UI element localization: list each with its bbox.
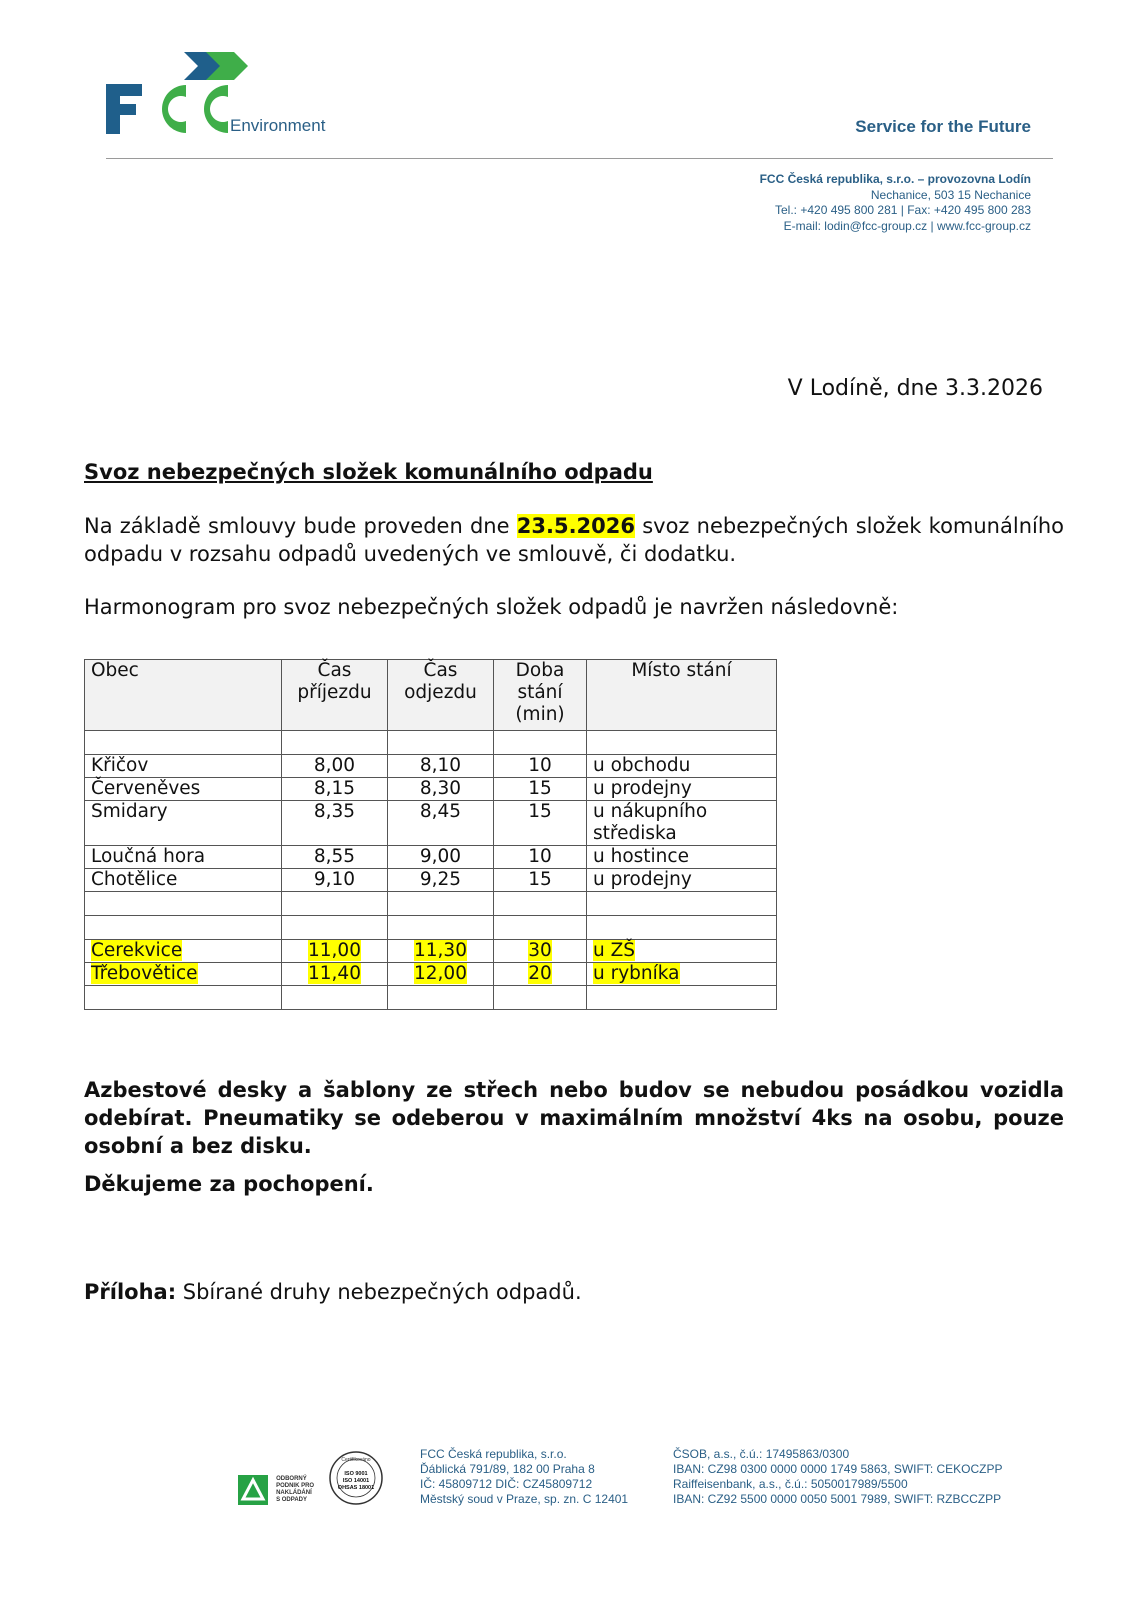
header-divider (106, 158, 1053, 159)
cell-obec: Červeněves (85, 778, 282, 801)
badge-text (276, 1476, 314, 1504)
header-odjezd (388, 660, 494, 731)
cell-misto: u prodejny (587, 778, 777, 801)
attachment-text: Sbírané druhy nebezpečných odpadů. (176, 1280, 582, 1304)
svg-text:OHSAS 18001: OHSAS 18001 (337, 1485, 375, 1491)
svg-text:ISO 14001: ISO 14001 (342, 1478, 370, 1484)
header-doba (494, 660, 587, 731)
badge-line: PODNIK PRO (276, 1483, 315, 1489)
cell-doba-text: 30 (528, 940, 552, 961)
company-phone: Tel.: +420 495 800 281 | Fax: +420 495 800 283 (775, 203, 1031, 217)
cell-obec: Loučná hora (85, 846, 282, 869)
cell-doba: 15 (494, 778, 587, 801)
header-doba-line2: stání (517, 682, 563, 703)
cell-prijezd (282, 963, 388, 986)
cell-misto (587, 963, 777, 986)
letter-subject: Svoz nebezpečných složek komunálního odpadu (84, 460, 653, 484)
cell-misto: u hostince (587, 846, 777, 869)
intro-paragraph (84, 512, 1064, 568)
footer-line: Městský soud v Praze, sp. zn. C 12401 (420, 1492, 629, 1506)
cell-odjezd: 9,00 (388, 846, 494, 869)
cell-misto: u obchodu (587, 755, 777, 778)
cell-obec-text: Třebovětice (91, 963, 198, 984)
attachment-label: Příloha: (84, 1280, 177, 1304)
table-row (85, 755, 777, 778)
header-prijezd-line1: Čas (317, 660, 352, 681)
footer-line: IBAN: CZ92 5500 0000 0050 5001 7989, SWIFT: RZBCCZPP (673, 1492, 1002, 1506)
recycle-badge-icon (238, 1475, 268, 1505)
table-row-highlighted (85, 940, 777, 963)
table-row (85, 846, 777, 869)
header-obec: Obec (85, 660, 282, 731)
badge-line: NAKLÁDÁNÍ (276, 1490, 312, 1496)
cell-obec: Chotělice (85, 869, 282, 892)
header-misto: Místo stání (587, 660, 777, 731)
cell-odjezd: 9,25 (388, 869, 494, 892)
cell-obec (85, 940, 282, 963)
table-row (85, 801, 777, 846)
badge-line: S ODPADY (276, 1497, 307, 1503)
cell-misto-text: u rybníka (593, 963, 680, 984)
cell-misto: u prodejny (587, 869, 777, 892)
footer-line: IČ: 45809712 DIČ: CZ45809712 (420, 1477, 593, 1491)
svg-text:Certifikováno: Certifikováno (341, 1457, 371, 1463)
table-header-row (85, 660, 777, 731)
cell-prijezd: 8,15 (282, 778, 388, 801)
badge-line: ODBORNÝ (276, 1476, 307, 1482)
footer-line: Raiffeisenbank, a.s., č.ú.: 5050017989/5500 (673, 1477, 908, 1491)
cell-doba: 15 (494, 801, 587, 846)
cell-misto-text: u ZŠ (593, 940, 636, 961)
tagline: Service for the Future (855, 117, 1031, 136)
cell-prijezd-text: 11,40 (308, 963, 361, 984)
header-prijezd (282, 660, 388, 731)
cell-obec: Smidary (85, 801, 282, 846)
cell-prijezd: 8,55 (282, 846, 388, 869)
company-email: E-mail: lodin@fcc-group.cz | www.fcc-group.cz (783, 218, 1031, 233)
schedule-intro: Harmonogram pro svoz nebezpečných složek odpadů je navržen následovně: (84, 595, 899, 619)
table-blank-row (85, 916, 777, 940)
collection-date: 23.5.2026 (516, 514, 635, 538)
asbestos-tyre-note: Azbestové desky a šablony ze střech nebo budov se nebudou posádkou vozidla odebírat. Pneumatiky se odeberou v maximálním množství 4ks na osobu, pouze osobní a bez disku. (84, 1078, 1064, 1158)
cell-doba: 15 (494, 869, 587, 892)
cell-doba-text: 20 (528, 963, 552, 984)
cell-prijezd (282, 940, 388, 963)
header-odjezd-line2: odjezdu (404, 682, 477, 703)
cell-odjezd-text: 11,30 (414, 940, 467, 961)
cell-doba (494, 940, 587, 963)
company-name: FCC Česká republika, s.r.o. – provozovna Lodín (759, 172, 1031, 186)
svg-text:ISO 9001: ISO 9001 (344, 1471, 368, 1477)
company-contact-block (760, 172, 1031, 234)
header-doba-line1: Doba (515, 660, 565, 681)
schedule-table (84, 659, 777, 1010)
iso-certification-seal (328, 1450, 384, 1506)
cell-odjezd (388, 963, 494, 986)
cell-prijezd-text: 11,00 (308, 940, 361, 961)
footer-line: IBAN: CZ98 0300 0000 0000 1749 5863, SWIFT: CEKOCZPP (673, 1462, 1003, 1476)
logo-subtitle: Environment (230, 116, 326, 135)
table-blank-row (85, 986, 777, 1010)
table-blank-row (85, 892, 777, 916)
cell-prijezd: 9,10 (282, 869, 388, 892)
cell-odjezd: 8,10 (388, 755, 494, 778)
cell-prijezd: 8,35 (282, 801, 388, 846)
cell-doba: 10 (494, 755, 587, 778)
cell-odjezd: 8,30 (388, 778, 494, 801)
cell-obec-text: Cerekvice (91, 940, 183, 961)
attachment-line (84, 1280, 582, 1304)
footer-line: FCC Česká republika, s.r.o. (420, 1447, 567, 1461)
header-doba-line3: (min) (515, 704, 565, 725)
cell-obec (85, 963, 282, 986)
header-prijezd-line2: příjezdu (297, 682, 372, 703)
table-row (85, 778, 777, 801)
intro-after: svoz nebezpečných složek komunálního odpadu v rozsahu odpadů uvedených ve smlouvě, či dodatku. (84, 514, 1065, 566)
waste-company-badge (238, 1475, 314, 1505)
cell-odjezd: 8,45 (388, 801, 494, 846)
cell-obec: Křičov (85, 755, 282, 778)
company-address: Nechanice, 503 15 Nechanice (870, 187, 1031, 202)
footer-line: Ďáblická 791/89, 182 00 Praha 8 (420, 1462, 595, 1476)
cell-odjezd-text: 12,00 (414, 963, 467, 984)
table-row-highlighted (85, 963, 777, 986)
header-odjezd-line1: Čas (423, 660, 458, 681)
thanks-line: Děkujeme za pochopení. (84, 1172, 374, 1196)
footer-line: ČSOB, a.s., č.ú.: 17495863/0300 (673, 1447, 850, 1461)
cell-misto (587, 940, 777, 963)
intro-before: Na základě smlouvy bude proveden dne (84, 514, 517, 538)
cell-misto: u nákupního střediska (587, 801, 777, 846)
date-line: V Lodíně, dne 3.3.2026 (787, 376, 1043, 401)
table-row (85, 869, 777, 892)
cell-odjezd (388, 940, 494, 963)
cell-doba (494, 963, 587, 986)
logo-text: FCC (106, 52, 108, 53)
cell-doba: 10 (494, 846, 587, 869)
footer-company-info (420, 1447, 628, 1507)
cell-prijezd: 8,00 (282, 755, 388, 778)
footer-bank-info (673, 1447, 1003, 1507)
table-blank-row (85, 731, 777, 755)
